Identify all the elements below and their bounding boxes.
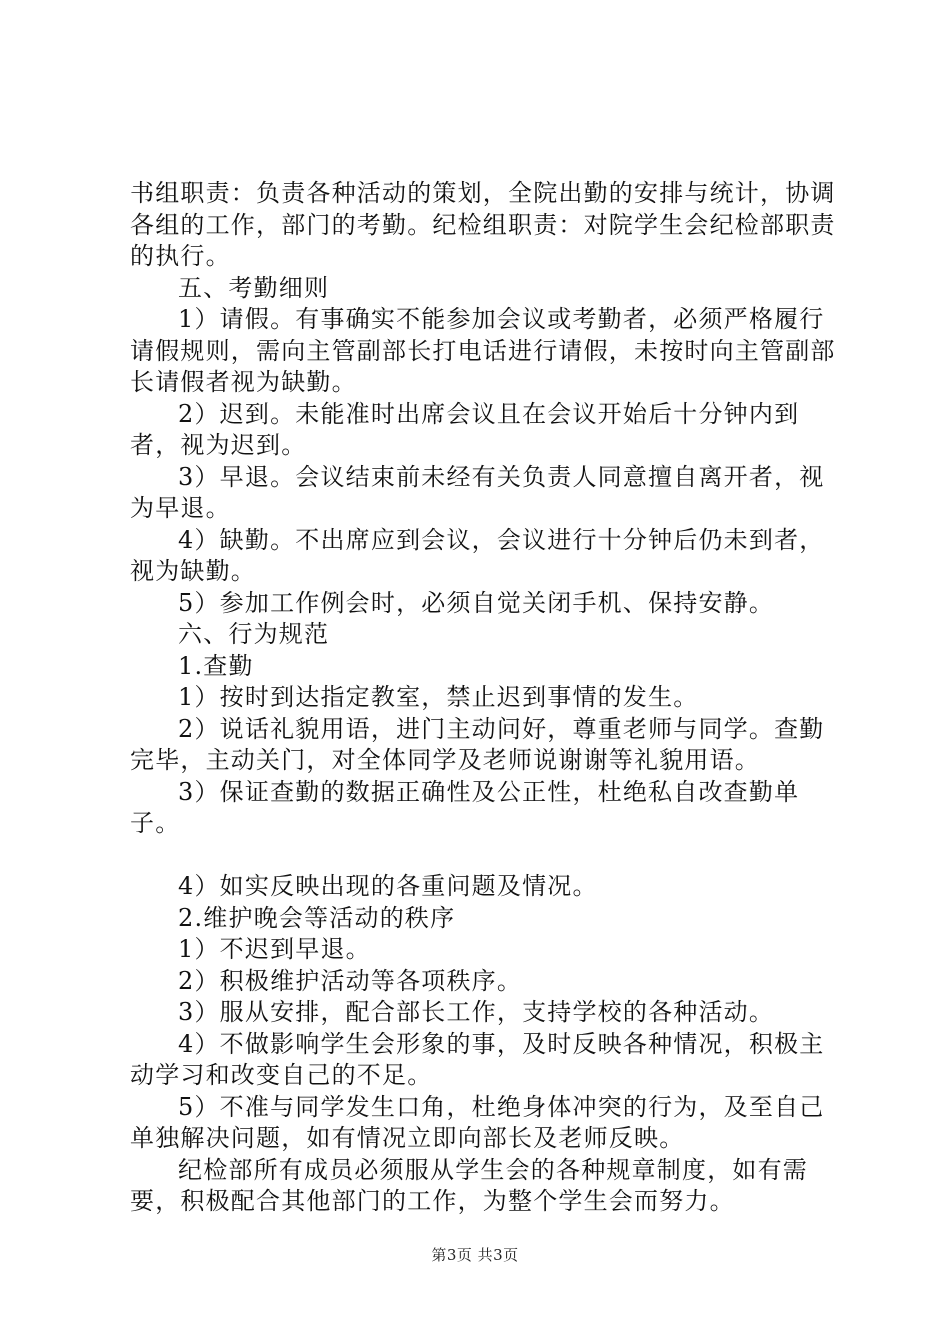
conduct-item-data-accuracy: 3）保证查勤的数据正确性及公正性，杜绝私自改查勤单子。 [130,777,800,837]
section-heading-attendance-rules: 五、考勤细则 [178,273,330,302]
rule-leave: 1）请假。有事确实不能参加会议或考勤者，必须严格履行请假规则，需向主管副部长打电话进行请假，未按时向主管副部长请假者视为缺勤。 [130,305,836,396]
blank-line [130,840,842,872]
conduct-item-report-issues: 4）如实反映出现的各重问题及情况。 [178,872,598,900]
conduct-item-polite-language: 2）说话礼貌用语，进门主动问好，尊重老师与同学。查勤完毕，主动关门，对全体同学及老师说谢谢等礼貌用语。 [130,714,825,774]
conduct-item-arrive-on-time: 1）按时到达指定教室，禁止迟到事情的发生。 [178,683,699,711]
subheading-attendance-check: 1.查勤 [178,651,254,680]
event-item-maintain-order: 2）积极维护活动等各项秩序。 [178,966,523,995]
paragraph-secretary-duties: 书组职责：负责各种活动的策划，全院出勤的安排与统计，协调各组的工作，部门的考勤。纪检组职责：对院学生会纪检部职责的执行。 [130,179,836,270]
page-number-footer: 第3页 共3页 [431,1246,519,1264]
event-item-no-conflict: 5）不准与同学发生口角，杜绝身体冲突的行为，及至自己单独解决问题，如有情况立即向部长及老师反映。 [130,1092,825,1152]
rule-late: 2）迟到。未能准时出席会议且在会议开始后十分钟内到者，视为迟到。 [130,399,800,459]
rule-meeting-phones: 5）参加工作例会时，必须自觉关闭手机、保持安静。 [178,588,775,617]
section-heading-conduct: 六、行为规范 [178,620,330,648]
rule-absence: 4）缺勤。不出席应到会议，会议进行十分钟后仍未到者，视为缺勤。 [130,525,825,585]
document-body [130,178,842,1218]
rule-early-leave: 3）早退。会议结束前未经有关负责人同意擅自离开者，视为早退。 [130,462,825,522]
event-item-no-late: 1）不迟到早退。 [178,935,371,963]
closing-paragraph: 纪检部所有成员必须服从学生会的各种规章制度，如有需要，积极配合其他部门的工作，为整个学生会而努力。 [130,1155,808,1215]
event-item-obey-arrangement: 3）服从安排，配合部长工作，支持学校的各种活动。 [178,998,775,1026]
event-item-image: 4）不做影响学生会形象的事，及时反映各种情况，积极主动学习和改变自己的不足。 [130,1029,825,1089]
subheading-event-order: 2.维护晚会等活动的秩序 [178,903,456,932]
